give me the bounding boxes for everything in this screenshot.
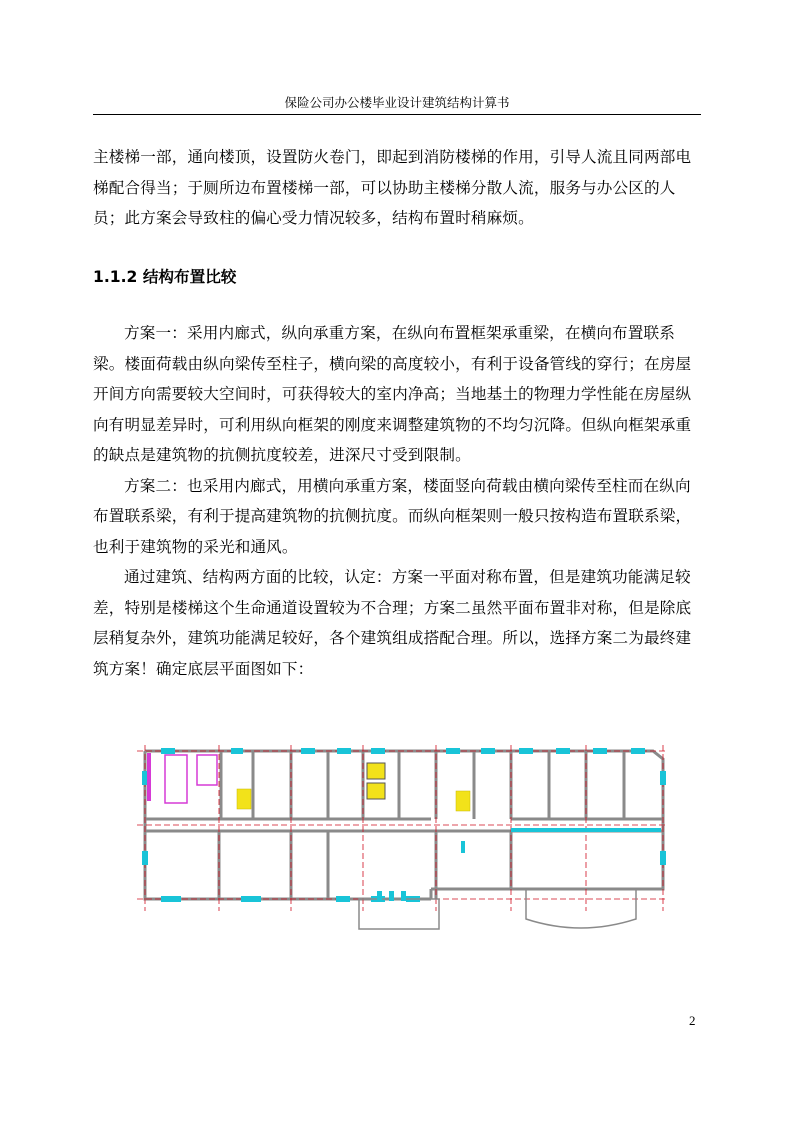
comparison-paragraph-block: [93, 318, 701, 684]
paragraph-conclusion: 通过建筑、结构两方面的比较，认定：方案一平面对称布置，但是建筑功能满足较差，特别是楼梯这个生命通道设置较为不合理；方案二虽然平面布置非对称，但是除底层稍复杂外，建筑功能满足较好，各个建筑组成搭配合理。所以，选择方案二为最终建筑方案！确定底层平面图如下：: [93, 568, 692, 678]
section-heading: 1.1.2 结构布置比较: [93, 268, 237, 286]
floor-plan-drawing: [131, 741, 671, 941]
paragraph-scheme-two: 方案二：也采用内廊式，用横向承重方案，楼面竖向荷载由横向梁传至柱而在纵向布置联系梁，有利于提高建筑物的抗侧抗度。而纵向框架则一般只按构造布置联系梁，也利于建筑物的采光和通风。: [93, 476, 692, 556]
page-header: [93, 94, 701, 115]
paragraph: 主楼梯一部，通向楼顶，设置防火卷门，即起到消防楼梯的作用，引导人流且同两部电梯配合得当；于厕所边布置楼梯一部，可以协助主楼梯分散人流，服务与办公区的人员；此方案会导致柱的偏心受力情况较多，结构布置时稍麻烦。: [93, 148, 692, 227]
intro-paragraph-block: [93, 142, 701, 234]
page-number: 2: [689, 1013, 696, 1028]
header-title: 保险公司办公楼毕业设计建筑结构计算书: [284, 95, 510, 110]
floor-plan-figure: [131, 741, 671, 941]
paragraph-scheme-one: 方案一：采用内廊式，纵向承重方案，在纵向布置框架承重梁，在横向布置联系梁。楼面荷载由纵向梁传至柱子，横向梁的高度较小，有利于设备管线的穿行；在房屋开间方向需要较大空间时，可获得较大的室内净高；当地基土的物理力学性能在房屋纵向有明显差异时，可利用纵向框架的刚度来调整建筑物的不均匀沉降。但纵向框架承重的缺点是建筑物的抗侧抗度较差，进深尺寸受到限制。: [93, 324, 692, 464]
